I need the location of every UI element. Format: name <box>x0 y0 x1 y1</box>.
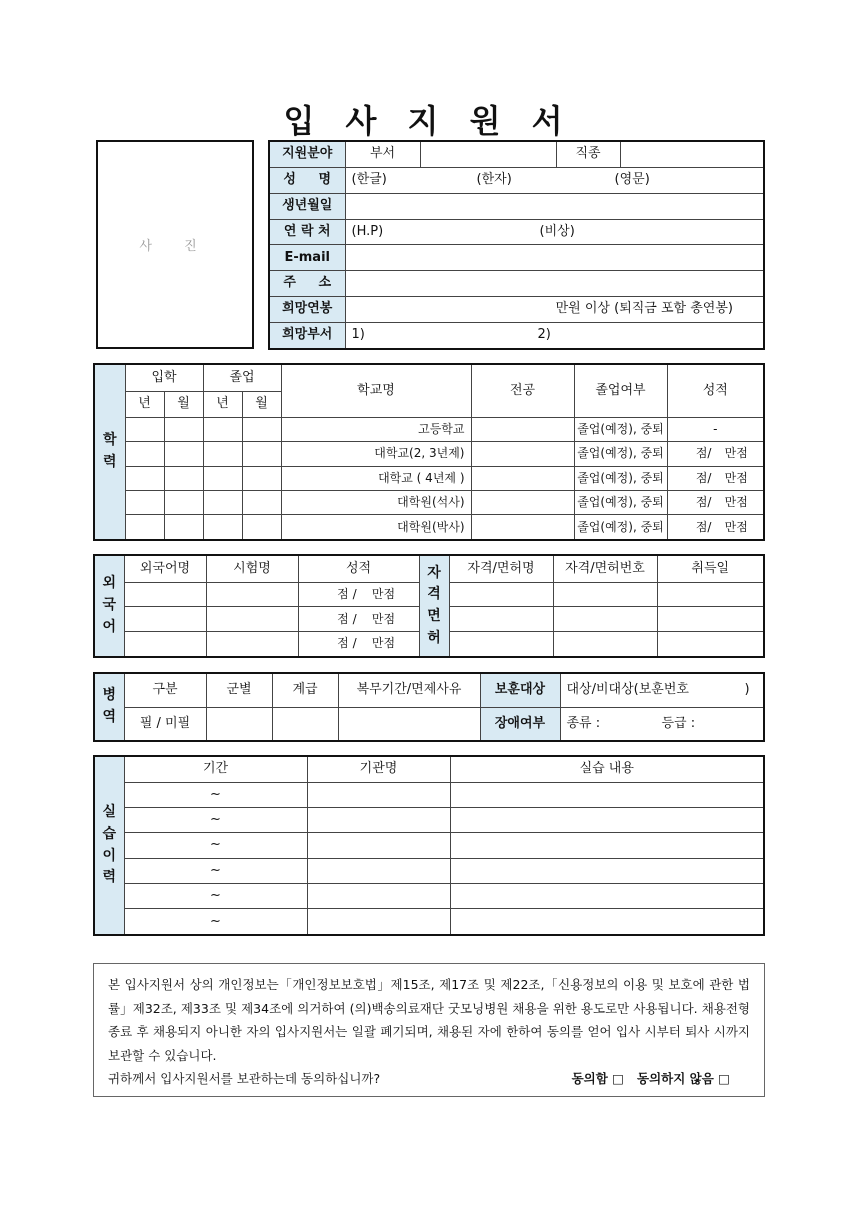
perfect-text: 만점 <box>724 494 748 509</box>
military-type-header: 구분 <box>124 673 206 707</box>
name-hanja: (한자) <box>476 172 512 188</box>
cell-input[interactable] <box>203 417 242 441</box>
perfect-text: 만점 <box>371 611 396 626</box>
page-title: 입 사 지 원 서 <box>283 102 573 140</box>
school-cell: 고등학교 <box>281 417 471 441</box>
dept-wish-input[interactable] <box>345 322 764 349</box>
veteran-value: 대상/비대상(보훈번호 <box>566 682 689 698</box>
cell-input[interactable] <box>449 632 553 657</box>
major-header: 전공 <box>471 364 574 417</box>
test-name-header: 시험명 <box>206 555 298 582</box>
cell-input[interactable] <box>307 858 450 883</box>
applicant-table <box>268 140 765 350</box>
cell-input[interactable] <box>307 807 450 832</box>
military-period-header: 복무기간/면제사유 <box>338 673 480 707</box>
language-license-table <box>93 554 765 658</box>
graduation-header: 졸업 <box>203 364 281 391</box>
table-row <box>94 417 764 441</box>
status-cell: 졸업(예정), 중퇴 <box>574 466 667 490</box>
salary-input[interactable] <box>345 297 764 323</box>
dept-wish-1: 1) <box>351 327 365 343</box>
cell-input[interactable] <box>553 582 657 607</box>
perfect-text: 만점 <box>371 636 396 651</box>
veteran-close: ) <box>744 682 750 698</box>
salary-label: 희망연봉 <box>269 297 345 323</box>
notice-question: 귀하께서 입사지원서를 보관하는데 동의하십니까? <box>108 1071 381 1086</box>
entrance-year-header: 년 <box>125 391 164 417</box>
address-label: 주 소 <box>269 271 345 297</box>
intern-period-header: 기간 <box>124 756 307 782</box>
school-header: 학교명 <box>281 364 471 417</box>
status-cell: 졸업(예정), 중퇴 <box>574 515 667 540</box>
cell-input[interactable] <box>449 607 553 632</box>
contact-emergency: (비상) <box>539 223 575 239</box>
cell-input[interactable] <box>307 833 450 858</box>
cell-input[interactable] <box>125 466 164 490</box>
cell-input[interactable] <box>657 582 764 607</box>
photo-label: 사 진 <box>139 239 211 254</box>
major-input[interactable] <box>471 466 574 490</box>
lang-name-header: 외국어명 <box>124 555 206 582</box>
cell-input[interactable] <box>450 858 764 883</box>
license-section-label: 자 격 면 허 <box>419 555 449 657</box>
cell-input[interactable] <box>242 417 281 441</box>
lang-score-cell[interactable] <box>298 607 419 632</box>
score-cell[interactable] <box>667 417 764 441</box>
cell-input[interactable] <box>203 515 242 540</box>
score-text: 점 / <box>337 636 357 651</box>
contact-hp: (H.P) <box>351 223 384 239</box>
cell-input[interactable] <box>124 632 206 657</box>
table-row <box>94 858 764 883</box>
contact-label: 연 락 처 <box>269 219 345 245</box>
period-cell[interactable]: ~ <box>124 883 307 908</box>
cell-input[interactable] <box>242 490 281 514</box>
intern-org-header: 기관명 <box>307 756 450 782</box>
language-section-label: 외 국 어 <box>94 555 124 657</box>
score-cell[interactable] <box>667 490 764 514</box>
cell-input[interactable] <box>124 607 206 632</box>
table-row <box>94 515 764 540</box>
table-row <box>94 466 764 490</box>
cell-input[interactable] <box>242 442 281 466</box>
entrance-header: 입학 <box>125 364 203 391</box>
military-branch-header: 군별 <box>206 673 272 707</box>
cell-input[interactable] <box>203 442 242 466</box>
cell-input[interactable] <box>307 883 450 908</box>
notice-text: 본 입사지원서 상의 개인정보는「개인정보보호법」제15조, 제17조 및 제22조,「신용정보의 이용 및 보호에 관한 법률」제32조, 제33조 및 제34조에 의거하여 (의)백송의료재단 굿모닝병원 채용을 위한 용도로만 사용됩니다. 채용전형 종료 후 채용되지 아니한 자의 입사지원서는 일괄 폐기되며, 채용된 자에 한하여 동의를 얻어 입사 시부터 퇴사 시까지 보관할 수 있습니다. <box>108 977 750 1063</box>
cell-input[interactable] <box>125 515 164 540</box>
cell-input[interactable] <box>164 442 203 466</box>
cell-input[interactable] <box>164 417 203 441</box>
lang-score-cell[interactable] <box>298 582 419 607</box>
cell-input[interactable] <box>124 582 206 607</box>
internship-section-label: 실 습 이 력 <box>94 756 124 935</box>
veteran-input[interactable] <box>560 673 764 707</box>
graduation-year-header: 년 <box>203 391 242 417</box>
cell-input[interactable] <box>206 582 298 607</box>
major-input[interactable] <box>471 417 574 441</box>
dept-wish-2: 2) <box>537 327 551 343</box>
military-section-label: 병 역 <box>94 673 124 741</box>
cell-input[interactable] <box>450 909 764 935</box>
military-rank-header: 계급 <box>272 673 338 707</box>
military-table <box>93 672 765 742</box>
photo-box[interactable] <box>96 140 254 349</box>
cell-input[interactable] <box>164 466 203 490</box>
lang-score-cell[interactable] <box>298 632 419 657</box>
dept-label: 부서 <box>345 141 420 168</box>
period-cell[interactable]: ~ <box>124 782 307 807</box>
score-text: - <box>713 421 718 436</box>
perfect-text: 만점 <box>371 587 396 602</box>
score-cell[interactable] <box>667 515 764 540</box>
disability-grade: 등급 : <box>661 715 696 731</box>
score-text: 점/ <box>695 494 712 509</box>
disagree-checkbox[interactable]: 동의하지 않음 □ <box>637 1071 730 1086</box>
license-number-header: 자격/면허번호 <box>553 555 657 582</box>
cell-input[interactable] <box>553 607 657 632</box>
cell-input[interactable] <box>272 707 338 741</box>
status-cell: 졸업(예정), 중퇴 <box>574 442 667 466</box>
email-input[interactable] <box>345 245 764 271</box>
address-input[interactable] <box>345 271 764 297</box>
score-text: 점/ <box>695 519 712 534</box>
grade-header: 성적 <box>667 364 764 417</box>
cell-input[interactable] <box>307 909 450 935</box>
perfect-text: 만점 <box>724 446 748 461</box>
cell-input[interactable] <box>450 883 764 908</box>
status-cell: 졸업(예정), 중퇴 <box>574 490 667 514</box>
license-date-header: 취득일 <box>657 555 764 582</box>
job-label: 직종 <box>556 141 620 168</box>
job-input[interactable] <box>620 141 764 168</box>
score-cell[interactable] <box>667 442 764 466</box>
period-cell[interactable]: ~ <box>124 833 307 858</box>
salary-text: 만원 이상 (퇴직금 포함 총연봉) <box>555 301 733 317</box>
disability-input[interactable] <box>560 707 764 741</box>
cell-input[interactable] <box>553 632 657 657</box>
privacy-notice <box>93 963 765 1097</box>
status-cell: 졸업(예정), 중퇴 <box>574 417 667 441</box>
cell-input[interactable] <box>125 417 164 441</box>
cell-input[interactable] <box>125 490 164 514</box>
perfect-text: 만점 <box>724 519 748 534</box>
veteran-label: 보훈대상 <box>480 673 560 707</box>
agree-checkbox[interactable]: 동의함 □ <box>571 1071 624 1086</box>
score-text: 점/ <box>695 470 712 485</box>
school-cell: 대학원(석사) <box>281 490 471 514</box>
score-text: 점/ <box>695 446 712 461</box>
perfect-text: 만점 <box>724 470 748 485</box>
cell-input[interactable] <box>164 490 203 514</box>
birth-label: 생년월일 <box>269 193 345 219</box>
cell-input[interactable] <box>307 782 450 807</box>
contact-input[interactable] <box>345 219 764 245</box>
table-row <box>94 442 764 466</box>
cell-input[interactable] <box>242 515 281 540</box>
education-table <box>93 363 765 541</box>
period-cell[interactable]: ~ <box>124 858 307 883</box>
name-english: (영문) <box>614 172 650 188</box>
cell-input[interactable] <box>450 782 764 807</box>
table-row <box>94 807 764 832</box>
cell-input[interactable] <box>338 707 480 741</box>
score-cell[interactable] <box>667 466 764 490</box>
table-row <box>94 490 764 514</box>
internship-table <box>93 755 765 936</box>
graduation-month-header: 월 <box>242 391 281 417</box>
major-input[interactable] <box>471 515 574 540</box>
intern-content-header: 실습 내용 <box>450 756 764 782</box>
school-cell: 대학교(2, 3년제) <box>281 442 471 466</box>
disability-label: 장애여부 <box>480 707 560 741</box>
cell-input[interactable] <box>242 466 281 490</box>
cell-input[interactable] <box>125 442 164 466</box>
military-type-value[interactable]: 필 / 미필 <box>124 707 206 741</box>
score-text: 점 / <box>337 587 357 602</box>
entrance-month-header: 월 <box>164 391 203 417</box>
score-text: 점 / <box>337 611 357 626</box>
major-input[interactable] <box>471 490 574 514</box>
cell-input[interactable] <box>657 632 764 657</box>
name-input[interactable] <box>345 168 764 194</box>
name-label: 성 명 <box>269 168 345 194</box>
dept-input[interactable] <box>420 141 556 168</box>
school-cell: 대학원(박사) <box>281 515 471 540</box>
dept-wish-label: 희망부서 <box>269 322 345 349</box>
cell-input[interactable] <box>450 833 764 858</box>
name-korean: (한글) <box>351 172 387 188</box>
cell-input[interactable] <box>206 707 272 741</box>
cell-input[interactable] <box>206 632 298 657</box>
license-name-header: 자격/면허명 <box>449 555 553 582</box>
school-cell: 대학교 ( 4년제 ) <box>281 466 471 490</box>
field-label: 지원분야 <box>269 141 345 168</box>
cell-input[interactable] <box>449 582 553 607</box>
period-cell[interactable]: ~ <box>124 909 307 935</box>
table-row <box>94 782 764 807</box>
cell-input[interactable] <box>657 607 764 632</box>
cell-input[interactable] <box>203 490 242 514</box>
table-row <box>94 909 764 935</box>
table-row <box>94 883 764 908</box>
table-row <box>94 833 764 858</box>
cell-input[interactable] <box>206 607 298 632</box>
grad-status-header: 졸업여부 <box>574 364 667 417</box>
cell-input[interactable] <box>164 515 203 540</box>
major-input[interactable] <box>471 442 574 466</box>
education-section-label: 학 력 <box>94 364 125 540</box>
cell-input[interactable] <box>203 466 242 490</box>
cell-input[interactable] <box>450 807 764 832</box>
birth-input[interactable] <box>345 193 764 219</box>
email-label: E-mail <box>269 245 345 271</box>
lang-score-header: 성적 <box>298 555 419 582</box>
disability-kind: 종류 : <box>566 715 601 731</box>
period-cell[interactable]: ~ <box>124 807 307 832</box>
